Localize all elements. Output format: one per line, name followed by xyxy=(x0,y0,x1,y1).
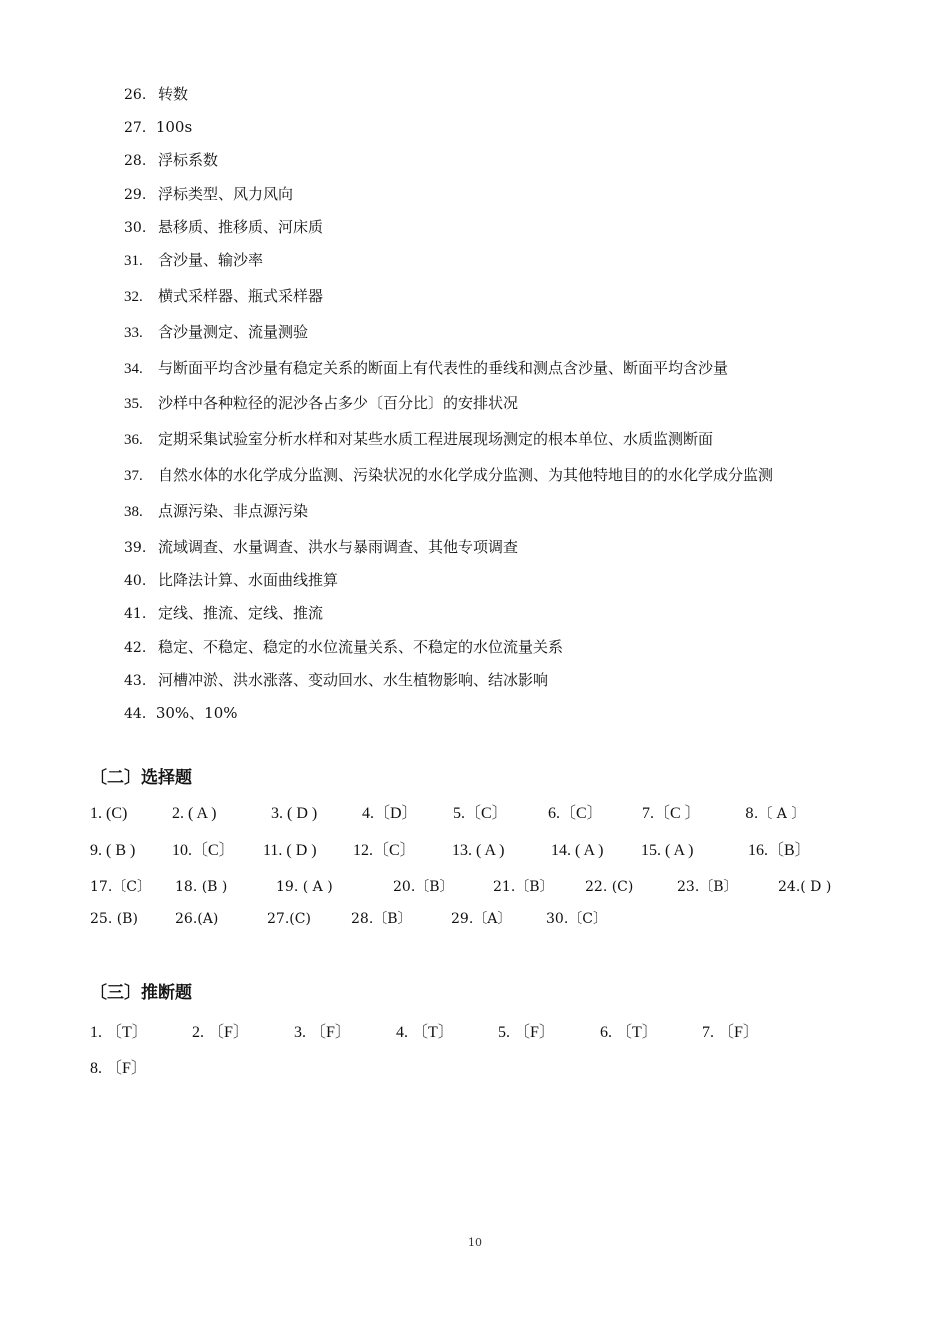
choice-answer: 28.〔B〕 xyxy=(351,911,412,927)
section-heading-choice: 〔二〕选择题 xyxy=(90,768,192,788)
item-text: 比降法计算、水面曲线推算 xyxy=(158,571,339,589)
item-number: 44． xyxy=(124,706,156,722)
choice-answer: 27.(C) xyxy=(267,911,311,927)
item-number: 42. xyxy=(124,640,147,656)
item-text: 定线、推流、定线、推流 xyxy=(158,604,324,622)
item-number: 38. xyxy=(124,504,143,520)
judge-answer: 3. 〔F〕 xyxy=(294,1024,351,1041)
list-item xyxy=(124,184,293,205)
item-text: 与断面平均含沙量有稳定关系的断面上有代表性的垂线和测点含沙量、断面平均含沙量 xyxy=(158,359,729,377)
judge-answer: 4. 〔T〕 xyxy=(396,1024,454,1041)
item-text: 流域调查、水量调查、洪水与暴雨调查、其他专项调查 xyxy=(158,538,519,556)
item-number: 29. xyxy=(124,187,147,203)
choice-answer: 24.( D ) xyxy=(778,879,832,895)
choice-answer: 19. ( A ) xyxy=(276,879,333,895)
choice-answer: 2. ( A ) xyxy=(172,805,217,822)
choice-answer: 13. ( A ) xyxy=(452,842,505,859)
item-text: 河槽冲淤、洪水涨落、变动回水、水生植物影响、结冰影响 xyxy=(158,671,549,689)
item-text: 定期采集试验室分析水样和对某些水质工程进展现场测定的根本单位、水质监测断面 xyxy=(158,430,714,448)
item-number: 32. xyxy=(124,289,143,305)
choice-answer: 3. ( D ) xyxy=(271,805,318,822)
item-text: 浮标类型、风力风向 xyxy=(158,185,294,203)
choice-answer: 12.〔C〕 xyxy=(353,842,416,859)
item-number: 43. xyxy=(124,673,147,689)
choice-answer: 21.〔B〕 xyxy=(493,879,554,895)
list-item xyxy=(124,358,728,379)
item-text: 稳定、不稳定、稳定的水位流量关系、不稳定的水位流量关系 xyxy=(158,638,564,656)
choice-answer: 8.〔 A 〕 xyxy=(745,806,806,822)
item-number: 33. xyxy=(124,325,143,341)
item-text: 100s xyxy=(155,118,193,136)
item-text: 含沙量、输沙率 xyxy=(158,251,264,269)
choice-answer: 29.〔A〕 xyxy=(451,911,512,927)
item-text: 自然水体的水化学成分监测、污染状况的水化学成分监测、为其他特地目的的水化学成分监测 xyxy=(158,466,774,484)
choice-answer: 30.〔C〕 xyxy=(546,911,607,927)
list-item xyxy=(124,250,263,271)
choice-answer: 1. (C) xyxy=(90,805,128,822)
list-item xyxy=(124,150,218,171)
choice-answer: 9. ( B ) xyxy=(90,842,136,859)
list-item xyxy=(124,322,308,343)
choice-answer: 25. (B) xyxy=(90,911,138,927)
item-number: 26. xyxy=(124,87,147,103)
choice-answer: 11. ( D ) xyxy=(263,842,317,859)
item-text: 悬移质、推移质、河床质 xyxy=(158,218,324,236)
list-item xyxy=(124,286,323,307)
list-item xyxy=(124,429,713,450)
item-text: 沙样中各种粒径的泥沙各占多少〔百分比〕的安排状况 xyxy=(158,394,519,412)
item-number: 31. xyxy=(124,253,143,269)
choice-answer: 14. ( A ) xyxy=(551,842,604,859)
item-text: 浮标系数 xyxy=(158,151,219,169)
item-number: 27． xyxy=(124,120,156,136)
choice-answer: 6.〔C〕 xyxy=(548,805,603,822)
item-number: 37. xyxy=(124,468,143,484)
choice-answer: 17.〔C〕 xyxy=(90,879,151,895)
list-item xyxy=(124,465,773,486)
item-number: 41. xyxy=(124,606,147,622)
list-item xyxy=(124,501,308,522)
item-number: 39. xyxy=(124,540,147,556)
page-number: 10 xyxy=(468,1236,482,1249)
judge-answer: 8. 〔F〕 xyxy=(90,1060,147,1077)
judge-answer: 6. 〔T〕 xyxy=(600,1024,658,1041)
judge-answer: 5. 〔F〕 xyxy=(498,1024,555,1041)
list-item xyxy=(124,570,338,591)
choice-answer: 23.〔B〕 xyxy=(677,879,738,895)
choice-answer: 15. ( A ) xyxy=(641,842,694,859)
item-text: 横式采样器、瓶式采样器 xyxy=(158,287,324,305)
item-number: 35. xyxy=(124,396,143,412)
list-item xyxy=(124,393,518,414)
list-item xyxy=(124,603,323,624)
list-item xyxy=(124,84,188,105)
item-number: 40. xyxy=(124,573,147,589)
list-item xyxy=(124,537,518,558)
item-number: 28. xyxy=(124,153,147,169)
list-item xyxy=(124,670,548,691)
choice-answer: 10.〔C〕 xyxy=(172,842,235,859)
judge-answer: 1. 〔T〕 xyxy=(90,1024,148,1041)
list-item xyxy=(124,637,563,658)
choice-answer: 16.〔B〕 xyxy=(748,842,811,859)
list-item xyxy=(124,217,323,238)
item-number: 30. xyxy=(124,220,147,236)
item-text: 点源污染、非点源污染 xyxy=(158,502,309,520)
item-number: 34. xyxy=(124,361,143,377)
choice-answer: 4.〔D〕 xyxy=(362,805,418,822)
choice-answer: 7.〔C 〕 xyxy=(642,805,701,822)
choice-answer: 18. (B ) xyxy=(175,879,228,895)
judge-answer: 2. 〔F〕 xyxy=(192,1024,249,1041)
item-text: 转数 xyxy=(158,85,189,103)
choice-answer: 22. (C) xyxy=(585,879,634,895)
choice-answer: 26.(A) xyxy=(175,911,219,927)
choice-answer: 5.〔C〕 xyxy=(453,805,508,822)
list-item xyxy=(124,117,192,138)
list-item xyxy=(124,703,238,724)
section-heading-judge: 〔三〕推断题 xyxy=(90,983,192,1003)
item-number: 36. xyxy=(124,432,143,448)
item-text: 30%、10% xyxy=(155,704,238,722)
choice-answer: 20.〔B〕 xyxy=(393,879,454,895)
judge-answer: 7. 〔F〕 xyxy=(702,1024,759,1041)
item-text: 含沙量测定、流量测验 xyxy=(158,323,309,341)
